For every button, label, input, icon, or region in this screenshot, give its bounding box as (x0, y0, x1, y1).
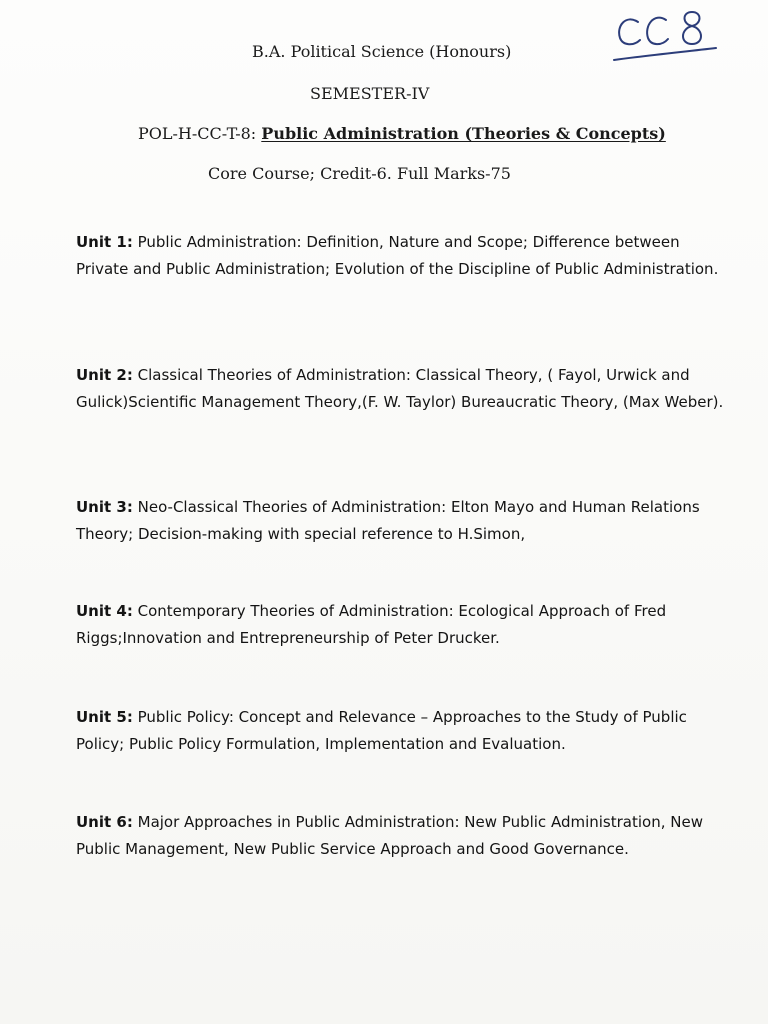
unit-text: Neo-Classical Theories of Administration: Elton Mayo and Human Relations Theory; Decision-making with special reference to H.Simon, (76, 498, 700, 543)
unit-label: Unit 3: (76, 498, 133, 516)
unit-text: Contemporary Theories of Administration: Ecological Approach of Fred Riggs;Innovation and Entrepreneurship of Peter Drucker. (76, 602, 667, 647)
course-info: Core Course; Credit-6. Full Marks-75 (208, 164, 511, 183)
handwritten-cc8-mark (612, 4, 722, 68)
unit-text: Public Policy: Concept and Relevance – Approaches to the Study of Public Policy; Public Policy Formulation, Implementation and Evaluation. (76, 708, 687, 753)
unit-text: Classical Theories of Administration: Classical Theory, ( Fayol, Urwick and Gulick)Scientific Management Theory,(F. W. Taylor) Bureaucratic Theory, (Max Weber). (76, 366, 724, 411)
unit-6 (76, 809, 736, 862)
course-heading (138, 124, 666, 143)
semester-heading: SEMESTER-IV (310, 84, 430, 103)
unit-1 (76, 229, 736, 282)
unit-text: Major Approaches in Public Administration: New Public Administration, New Public Management, New Public Service Approach and Good Governance. (76, 813, 703, 858)
unit-text: Public Administration: Definition, Nature and Scope; Difference between Private and Public Administration; Evolution of the Discipline of Public Administration. (76, 233, 719, 278)
course-title: Public Administration (Theories & Concepts) (261, 124, 666, 143)
unit-5 (76, 704, 736, 757)
unit-label: Unit 5: (76, 708, 133, 726)
unit-label: Unit 1: (76, 233, 133, 251)
handwritten-annotation (612, 4, 722, 68)
course-code: POL-H-CC-T-8: (138, 124, 257, 143)
unit-4 (76, 598, 736, 651)
unit-3 (76, 494, 736, 547)
unit-2 (76, 362, 736, 415)
degree-heading: B.A. Political Science (Honours) (252, 42, 512, 61)
unit-label: Unit 4: (76, 602, 133, 620)
unit-label: Unit 6: (76, 813, 133, 831)
unit-label: Unit 2: (76, 366, 133, 384)
